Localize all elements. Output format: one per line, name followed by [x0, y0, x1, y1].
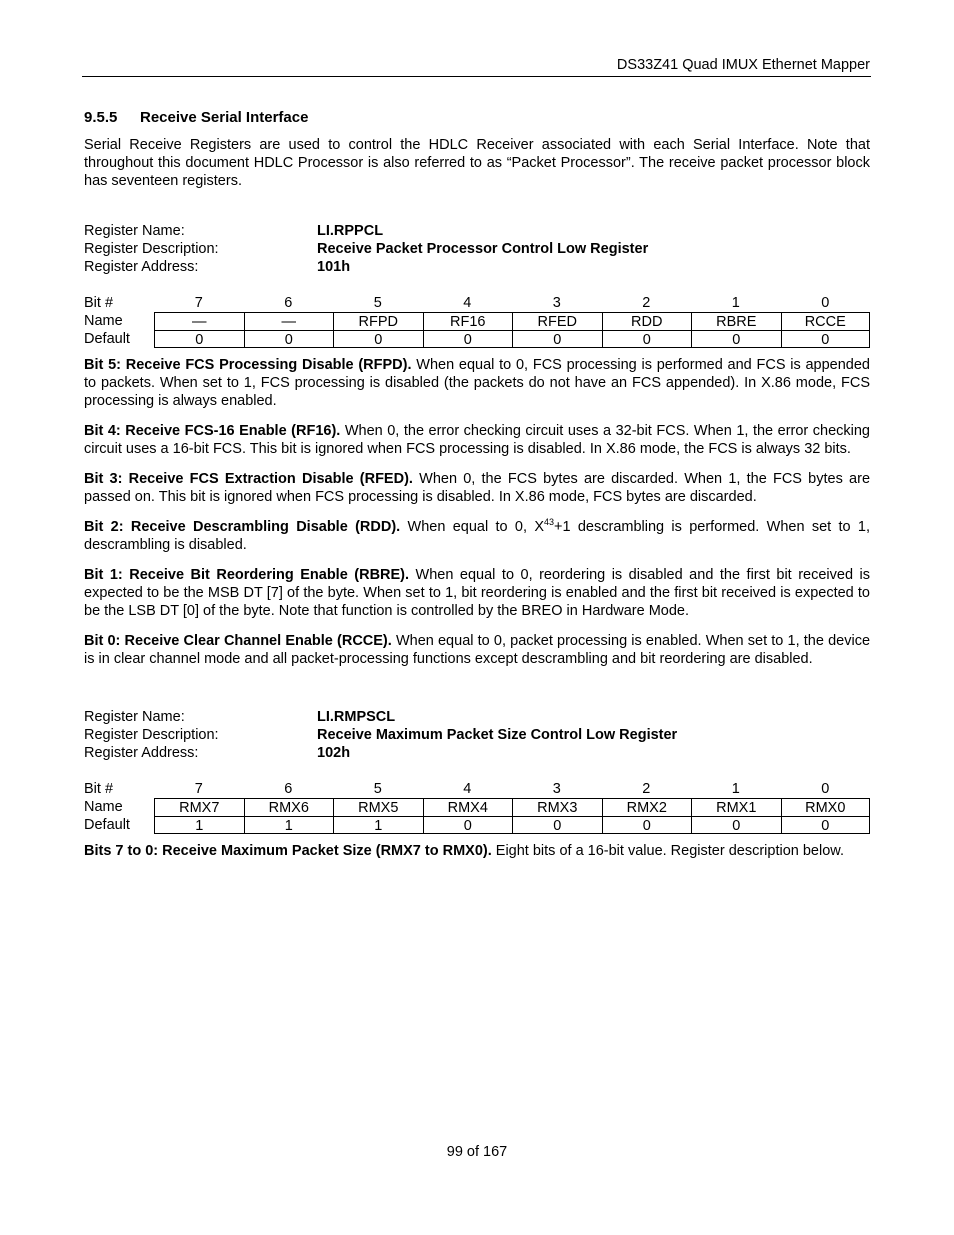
- bit-default-label: Default: [84, 331, 130, 347]
- bit-description-rcce: [84, 632, 870, 668]
- bit-description-text: When equal to 0, X: [400, 519, 544, 535]
- bit-description-lead: Bits 7 to 0: Receive Maximum Packet Size (RMX7 to RMX0).: [84, 843, 492, 859]
- bit-number-label: Bit #: [84, 295, 114, 311]
- bit-description-text: When equal to 0, reordering is disabled and the first bit received is expected to be the MSB DT [7] of the byte. When set to 1, bit reordering is enabled and the first bit received is expected to be the LSB DT [0] of the byte. Note that function is controlled by the BREO in Hardware Mode.: [84, 567, 870, 619]
- bit-name-cell: RMX0: [781, 798, 871, 816]
- bit-number-row: [84, 294, 870, 312]
- bit-number-cell: 3: [552, 781, 561, 797]
- header-rule: [82, 76, 871, 77]
- bit-number-cell: 1: [731, 781, 740, 797]
- bit-name-cell: —: [244, 312, 334, 330]
- bit-name-cell: RMX6: [244, 798, 334, 816]
- register-address: 102h: [317, 745, 351, 761]
- bit-name-row: [84, 798, 870, 816]
- bit-name-cell: RFPD: [333, 312, 423, 330]
- bit-name-cell: RMX7: [154, 798, 244, 816]
- bit-name-label: Name: [84, 313, 123, 329]
- bit-number-cell: 5: [373, 781, 382, 797]
- bit-number-cell: 3: [552, 295, 561, 311]
- bit-default-cell: 0: [781, 330, 871, 348]
- bit-default-row: [84, 816, 870, 834]
- bit-default-cell: 0: [423, 330, 513, 348]
- register-description-label: Register Description:: [84, 727, 219, 743]
- bit-default-row: [84, 330, 870, 348]
- bit-table-rppcl: [84, 294, 870, 348]
- bit-name-cell: RFED: [512, 312, 602, 330]
- document-title: DS33Z41 Quad IMUX Ethernet Mapper: [616, 57, 870, 73]
- bit-number-cell: 1: [731, 295, 740, 311]
- register-address-label: Register Address:: [84, 745, 199, 761]
- bit-number-cell: 2: [642, 781, 651, 797]
- superscript-exponent: 43: [544, 517, 555, 527]
- bit-number-cell: 7: [194, 295, 203, 311]
- bit-name-cell: RMX3: [512, 798, 602, 816]
- page-content: [84, 108, 870, 860]
- bit-default-cell: 0: [691, 330, 781, 348]
- bit-number-cell: 6: [284, 781, 293, 797]
- section-number: 9.5.5: [84, 109, 118, 126]
- bit-default-cell: 0: [244, 330, 334, 348]
- bit-description-text: When 0, the FCS bytes are discarded. When 1, the FCS bytes are passed on. This bit is ignored when FCS processing is disabled. In X.86 mode, FCS bytes are discarded.: [84, 471, 871, 505]
- bit-description-text: When equal to 0, packet processing is enabled. When set to 1, the device is in clear channel mode and all packet-processing functions except descrambling and bit reordering are disabled.: [84, 633, 871, 667]
- bit-description-text: When 0, the error checking circuit uses a 32-bit FCS. When 1, the error checking circuit uses a 16-bit FCS. This bit is ignored when FCS processing is disabled. In X.86 mode, the FCS is always 32 bits.: [84, 423, 870, 457]
- bit-default-cell: 0: [512, 330, 602, 348]
- register-info-rppcl: [84, 222, 870, 276]
- bit-name-cell: RMX2: [602, 798, 692, 816]
- bit-description-lead: Bit 0: Receive Clear Channel Enable (RCCE).: [84, 633, 392, 649]
- bit-default-cell: 0: [691, 816, 781, 834]
- bit-description-rfpd: [84, 356, 870, 410]
- bit-name-cell: RBRE: [691, 312, 781, 330]
- bit-number-label: Bit #: [84, 781, 114, 797]
- bit-number-cell: 0: [821, 781, 830, 797]
- bit-name-cell: —: [154, 312, 244, 330]
- bit-default-cell: 0: [602, 330, 692, 348]
- bit-name-cell: RMX1: [691, 798, 781, 816]
- bit-number-row: [84, 780, 870, 798]
- bit-default-cell: 1: [244, 816, 334, 834]
- bit-default-cell: 0: [333, 330, 423, 348]
- bit-name-cell: RMX4: [423, 798, 513, 816]
- bit-default-cell: 0: [602, 816, 692, 834]
- bit-number-cell: 4: [463, 295, 472, 311]
- bit-default-cell: 0: [512, 816, 602, 834]
- bit-default-cell: 0: [154, 330, 244, 348]
- bit-name-cell: RMX5: [333, 798, 423, 816]
- bit-description-rbre: [84, 566, 870, 620]
- bit-number-cell: 0: [821, 295, 830, 311]
- bit-default-cell: 0: [781, 816, 871, 834]
- register-name: LI.RMPSCL: [317, 709, 396, 725]
- register-description: Receive Packet Processor Control Low Register: [317, 241, 649, 257]
- bit-name-label: Name: [84, 799, 123, 815]
- section-heading: [84, 108, 870, 128]
- section-title: Receive Serial Interface: [140, 109, 309, 126]
- bit-description-lead: Bit 3: Receive FCS Extraction Disable (RFED).: [84, 471, 413, 487]
- bit-name-cell: RF16: [423, 312, 513, 330]
- register-address-label: Register Address:: [84, 259, 199, 275]
- bit-description-text: Eight bits of a 16-bit value. Register description below.: [491, 843, 844, 859]
- bit-default-cell: 0: [423, 816, 513, 834]
- bit-name-row: [84, 312, 870, 330]
- register-info-rmpscl: [84, 708, 870, 762]
- bit-number-cell: 4: [463, 781, 472, 797]
- bit-name-cell: RDD: [602, 312, 692, 330]
- bit-description-rdd: [84, 518, 870, 554]
- bit-description-lead: Bit 4: Receive FCS-16 Enable (RF16).: [84, 423, 341, 439]
- bit-default-cell: 1: [154, 816, 244, 834]
- bit-number-cell: 5: [373, 295, 382, 311]
- bit-description-rf16: [84, 422, 870, 458]
- bit-number-cell: 7: [194, 781, 203, 797]
- register-description: Receive Maximum Packet Size Control Low Register: [317, 727, 678, 743]
- register-description-label: Register Description:: [84, 241, 219, 257]
- bit-name-cell: RCCE: [781, 312, 871, 330]
- bit-description-lead: Bit 5: Receive FCS Processing Disable (RFPD).: [84, 357, 412, 373]
- bit-description-lead: Bit 2: Receive Descrambling Disable (RDD).: [84, 519, 401, 535]
- bit-number-cell: 6: [284, 295, 293, 311]
- register-name-label: Register Name:: [84, 709, 185, 725]
- bit-default-cell: 1: [333, 816, 423, 834]
- register-address: 101h: [317, 259, 351, 275]
- bit-description-rfed: [84, 470, 870, 506]
- register-name-label: Register Name:: [84, 223, 185, 239]
- bit-description-rmx: [84, 842, 870, 860]
- bit-table-rmpscl: [84, 780, 870, 834]
- register-name: LI.RPPCL: [317, 223, 384, 239]
- bit-description-text: When equal to 0, FCS processing is performed and FCS is appended to packets. When set to 1, FCS processing is disabled (the packets do not have an FCS appended). In X.86 mode, FCS processing is always enabled.: [84, 357, 870, 409]
- bit-number-cell: 2: [642, 295, 651, 311]
- page-number: 99 of 167: [446, 1144, 508, 1160]
- bit-default-label: Default: [84, 817, 130, 833]
- bit-description-text: +1 descrambling is performed. When set to 1, descrambling is disabled.: [84, 519, 870, 553]
- bit-description-lead: Bit 1: Receive Bit Reordering Enable (RBRE).: [84, 567, 410, 583]
- section-intro: Serial Receive Registers are used to control the HDLC Receiver associated with each Serial Interface. Note that throughout this document HDLC Processor is also referred to as “Packet Processor”. The receive packet processor block has seventeen registers.: [84, 137, 870, 189]
